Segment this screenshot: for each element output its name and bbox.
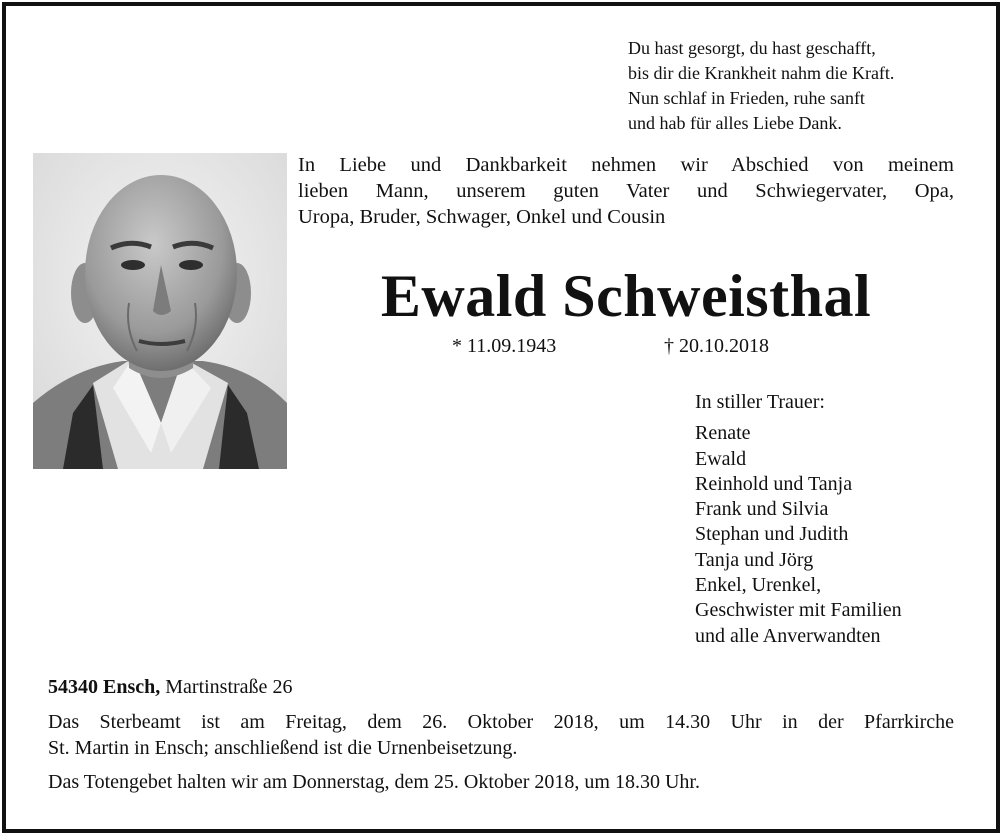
service-notice <box>48 709 954 761</box>
poem: Du hast gesorgt, du hast geschafft, bis dir die Krankheit nahm die Kraft. Nun schlaf in Frieden, ruhe sanft und hab für alles Liebe Dank. <box>628 38 895 133</box>
intro-line: In Liebe und Dankbarkeit nehmen wir Abschied von meinem <box>298 154 954 176</box>
death-date: † 20.10.2018 <box>664 335 769 357</box>
mourner-name: und alle Anverwandten <box>695 624 881 647</box>
mourner-name: Stephan und Judith <box>695 523 849 546</box>
mourner-name: Reinhold und Tanja <box>695 472 853 495</box>
family-address <box>48 675 292 700</box>
intro-text <box>298 152 954 230</box>
prayer-notice: Das Totengebet halten wir am Donnerstag, dem 25. Oktober 2018, um 18.30 Uhr. <box>48 771 700 793</box>
address-town: 54340 Ensch, <box>48 676 161 698</box>
mourner-name: Geschwister mit Familien <box>695 599 902 622</box>
service-line: Das Sterbeamt ist am Freitag, dem 26. Oktober 2018, um 14.30 Uhr in der Pfarrkirche <box>48 711 954 733</box>
portrait-photo <box>33 153 287 469</box>
mourner-name: Ewald <box>695 447 747 470</box>
mourners-list <box>695 421 902 649</box>
mourners-heading: In stiller Trauer: <box>695 391 825 413</box>
mourner-name: Frank und Silvia <box>695 498 829 521</box>
intro-line: Uropa, Bruder, Schwager, Onkel und Cousin <box>298 206 666 228</box>
mourner-name: Tanja und Jörg <box>695 548 814 571</box>
service-line: St. Martin in Ensch; anschließend ist die Urnenbeisetzung. <box>48 737 518 759</box>
address-street: Martinstraße 26 <box>160 676 293 698</box>
intro-line: lieben Mann, unserem guten Vater und Schwiegervater, Opa, <box>298 180 954 202</box>
mourners-block <box>695 390 902 649</box>
birth-date: * 11.09.1943 <box>452 335 557 357</box>
mourner-name: Enkel, Urenkel, <box>695 574 822 597</box>
deceased-name: Ewald Schweisthal <box>380 263 872 329</box>
mourner-name: Renate <box>695 422 751 445</box>
